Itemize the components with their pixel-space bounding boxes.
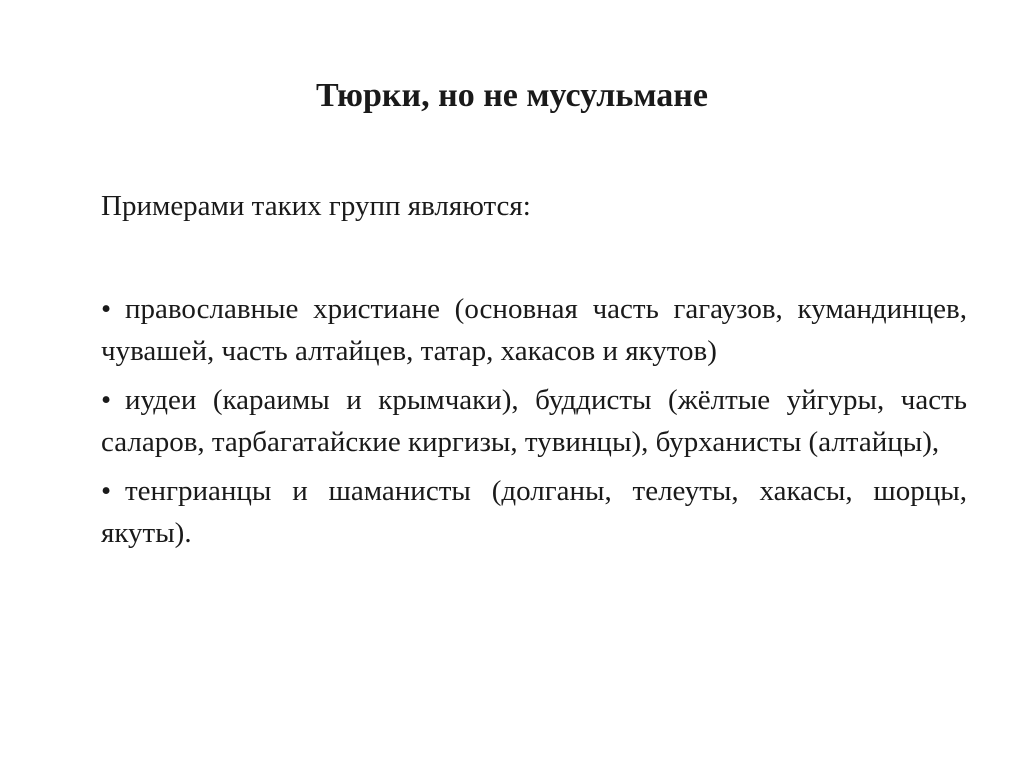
bullet-icon: • — [101, 475, 112, 507]
list-item — [101, 470, 967, 554]
list-item-text: тенгрианцы и шаманисты (долганы, телеуты, хакасы, шорцы, якуты). — [101, 475, 967, 549]
list-item-text: иудеи (караимы и крымчаки), буддисты (жёлтые уйгуры, часть саларов, тарбагатайские киргизы, тувинцы), бурханисты (алтайцы), — [101, 384, 967, 458]
list-item-text: православные христиане (основная часть гагаузов, кумандинцев, чувашей, часть алтайцев, татар, хакасов и якутов) — [101, 293, 967, 367]
list-item — [101, 379, 967, 463]
intro-text: Примерами таких групп являются: — [101, 190, 531, 222]
bullet-icon: • — [101, 384, 112, 416]
list-item — [101, 288, 967, 372]
bullet-list — [101, 288, 967, 561]
slide-title: Тюрки, но не мусульмане — [316, 77, 708, 114]
bullet-icon: • — [101, 293, 112, 325]
